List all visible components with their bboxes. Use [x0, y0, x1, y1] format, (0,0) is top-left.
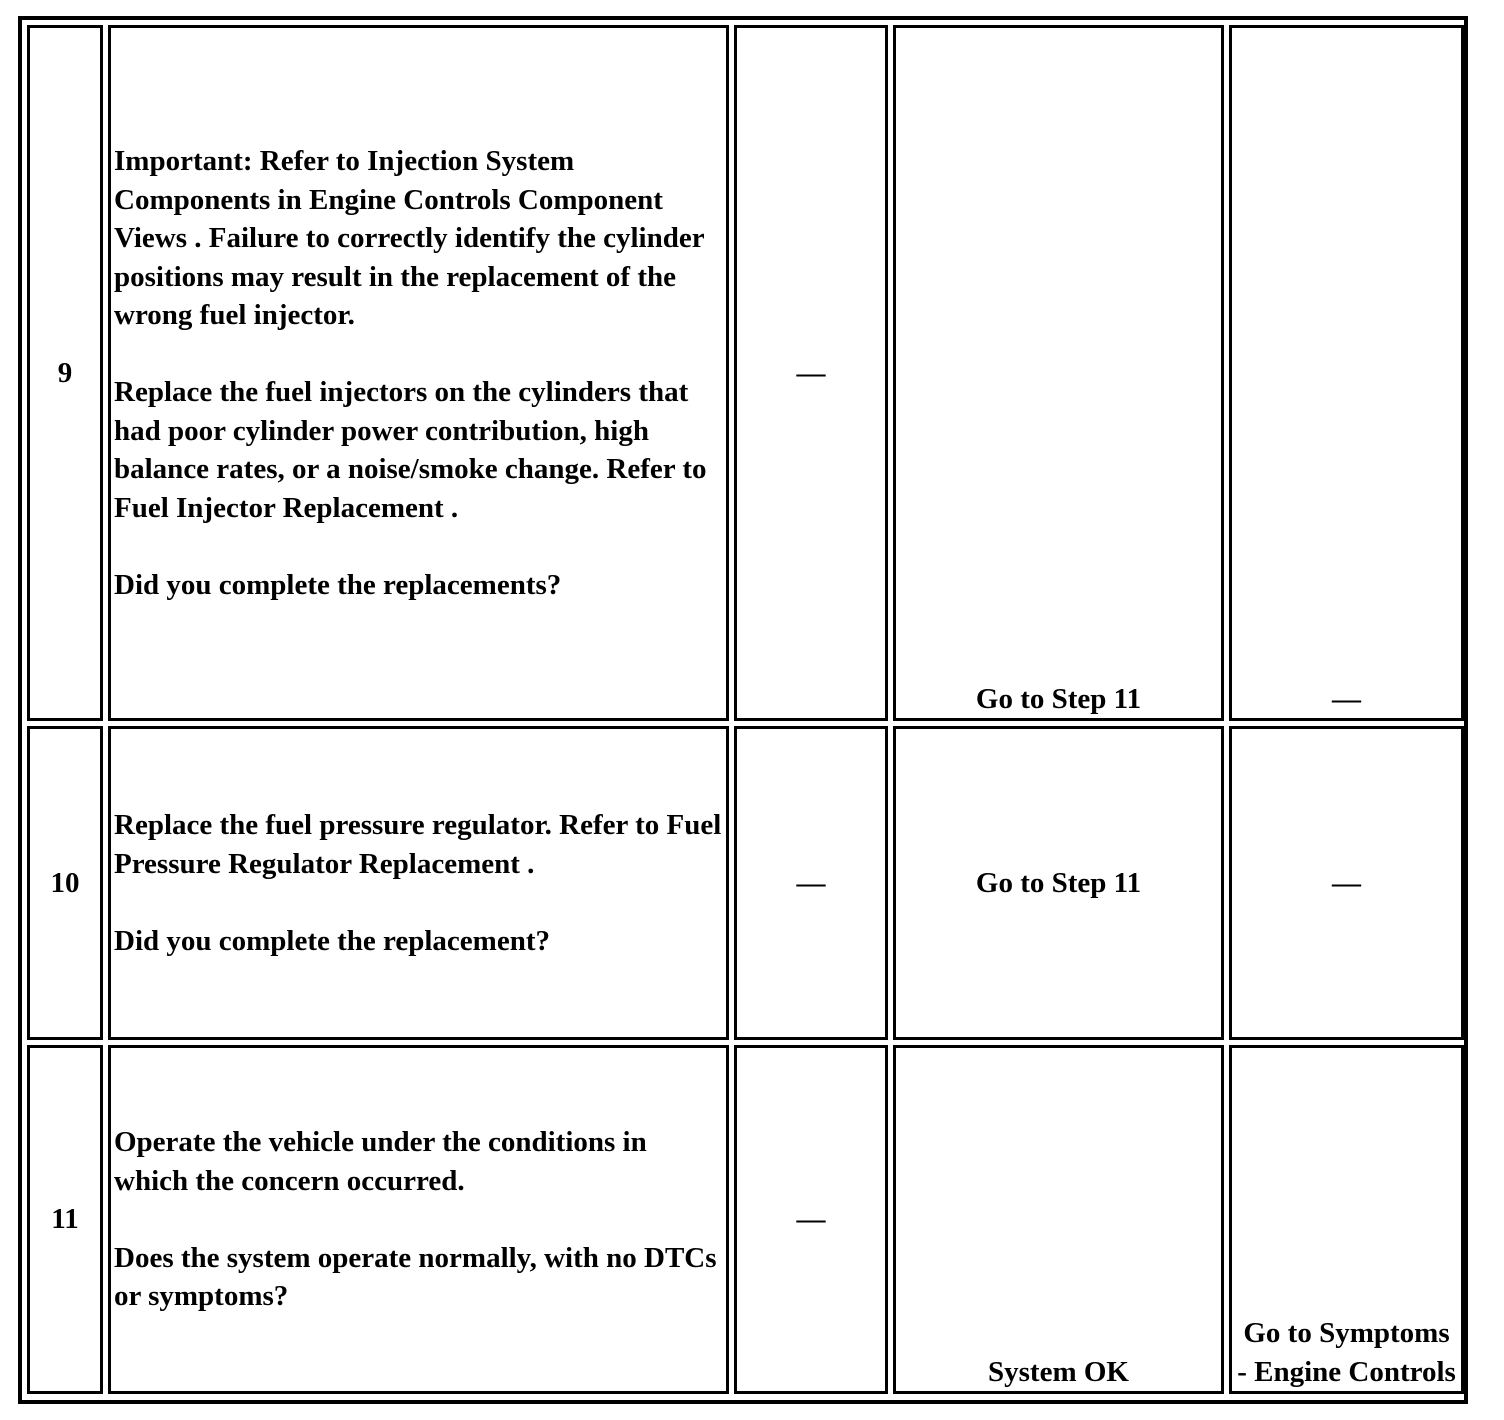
yes-cell	[893, 726, 1224, 1040]
no-action: —	[1332, 866, 1361, 899]
table-row-step-10	[27, 726, 1464, 1040]
step-number: 9	[57, 356, 73, 389]
step-number-cell	[27, 25, 103, 721]
action-instruction: Operate the vehicle under the conditions in which the concern occurred.	[114, 1126, 647, 1197]
yes-action: Go to Step 11	[975, 866, 1142, 899]
yes-cell	[893, 1045, 1224, 1394]
action-instruction: Replace the fuel pressure regulator. Refer to Fuel Pressure Regulator Replacement .	[114, 809, 722, 880]
value-cell	[734, 726, 888, 1040]
action-question: Does the system operate normally, with no DTCs or symptoms?	[114, 1241, 717, 1313]
table-row-step-9	[27, 25, 1464, 721]
value-text: —	[796, 356, 826, 389]
action-instruction: Replace the fuel injectors on the cylinders that had poor cylinder power contribution, high balance rates, or a noise/smoke change. Refer to Fuel Injector Replacement .	[114, 376, 707, 524]
table-row-step-11	[27, 1045, 1464, 1394]
step-number: 11	[51, 1203, 79, 1236]
step-number-cell	[27, 1045, 103, 1394]
value-cell	[734, 25, 888, 721]
yes-action: System OK	[988, 1355, 1129, 1388]
step-number-cell	[27, 726, 103, 1040]
yes-cell	[893, 25, 1224, 721]
value-text: —	[796, 866, 826, 899]
value-cell	[734, 1045, 888, 1394]
action-cell	[108, 726, 729, 1040]
no-action: Go to Symptoms - Engine Controls	[1237, 1317, 1456, 1388]
action-question: Did you complete the replacement?	[114, 924, 550, 957]
no-cell	[1229, 726, 1464, 1040]
action-cell	[108, 25, 729, 721]
no-action: —	[1332, 682, 1361, 715]
action-question: Did you complete the replacements?	[114, 568, 562, 601]
step-number: 10	[50, 866, 80, 899]
no-cell	[1229, 1045, 1464, 1394]
no-cell	[1229, 25, 1464, 721]
important-note: Important: Refer to Injection System Components in Engine Controls Component Views . Failure to correctly identify the cylinder positions may result in the replacement of the wrong fuel injector.	[114, 145, 705, 331]
value-text: —	[796, 1203, 826, 1236]
diagnostic-table	[22, 20, 1469, 1399]
action-cell	[108, 1045, 729, 1394]
yes-action: Go to Step 11	[975, 682, 1142, 715]
